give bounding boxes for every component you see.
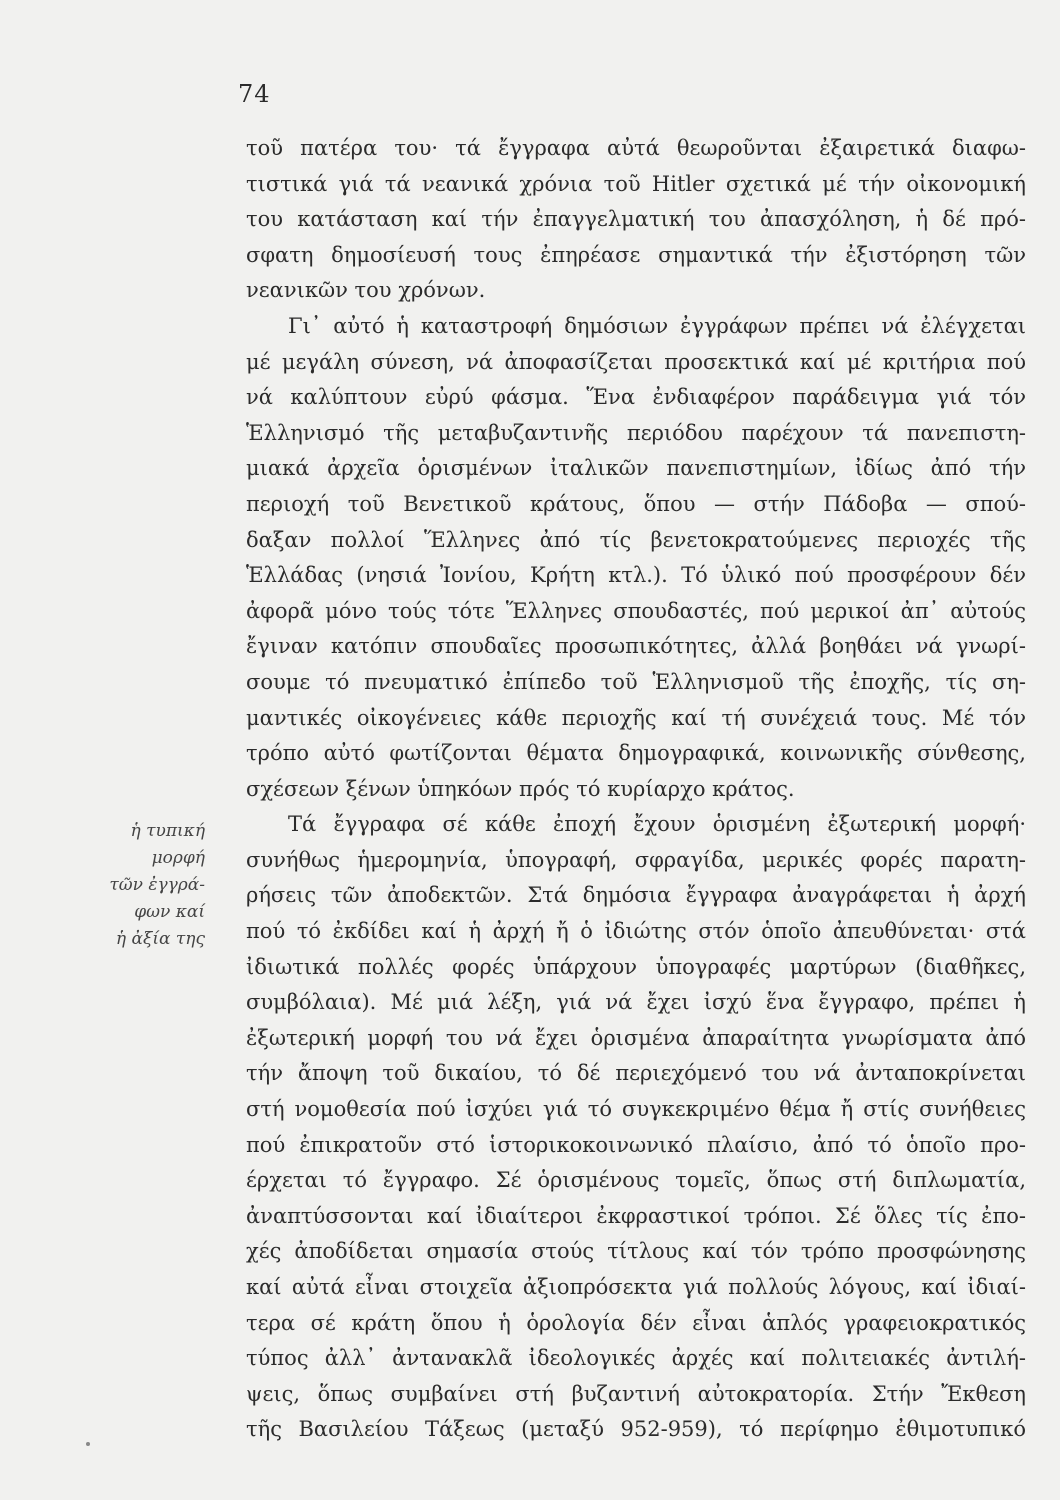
text-line: σχέσεων ξένων ὑπηκόων πρός τό κυρίαρχο κράτος.	[246, 776, 795, 801]
text-line: Ἑλληνισμό τῆς μεταβυζαντινῆς περιόδου παρέχουν τά πανεπιστη-	[246, 420, 1026, 445]
page-number: 74	[238, 80, 271, 108]
text-line: ψεις, ὅπως συμβαίνει στή βυζαντινή αὐτοκρατορία. Στήν Ἔκθεση	[246, 1381, 1026, 1406]
paper-speck	[86, 1442, 90, 1446]
text-line: περιοχή τοῦ Βενετικοῦ κράτους, ὅπου — στήν Πάδοβα — σπού-	[246, 491, 1026, 516]
margin-note-line: μορφή	[151, 848, 205, 868]
text-line: Ἑλλάδας (νησιά Ἰονίου, Κρήτη κτλ.). Τό ὑλικό πού προσφέρουν δέν	[246, 563, 1026, 588]
margin-note-line: τῶν ἐγγρά-	[109, 875, 205, 895]
margin-note-line: ἡ τυπική	[130, 821, 205, 841]
text-line: σουμε τό πνευματικό ἐπίπεδο τοῦ Ἑλληνισμοῦ τῆς ἐποχῆς, τίς ση-	[246, 669, 1026, 694]
text-line: τοῦ πατέρα του· τά ἔγγραφα αὐτά θεωροῦνται ἐξαιρετικά διαφω-	[246, 136, 1026, 160]
text-line: χές ἀποδίδεται σημασία στούς τίτλους καί τόν τρόπο προσφώνησης	[246, 1239, 1026, 1264]
text-line: τιστικά γιά τά νεανικά χρόνια τοῦ Hitler σχετικά μέ τήν οἰκονομική	[246, 171, 1026, 196]
text-line: συνήθως ἡμερομηνία, ὑπογραφή, σφραγίδα, μερικές φορές παρατη-	[246, 847, 1026, 872]
text-line: νά καλύπτουν εὐρύ φάσμα. Ἕνα ἐνδιαφέρον παράδειγμα γιά τόν	[246, 385, 1026, 410]
text-line: έρχεται τό ἔγγραφο. Σέ ὁρισμένους τομεῖς, ὅπως στή διπλωματία,	[246, 1168, 1026, 1193]
text-line: Τά ἔγγραφα σέ κάθε ἐποχή ἔχουν ὁρισμένη ἐξωτερική μορφή·	[288, 812, 1026, 837]
text-line: σφατη δημοσίευσή τους ἐπηρέασε σημαντικά τήν ἐξιστόρηση τῶν	[246, 242, 1026, 267]
body-text	[246, 131, 1026, 1448]
text-line: καί αὐτά εἶναι στοιχεῖα ἀξιοπρόσεκτα γιά πολλούς λόγους, καί ἰδιαί-	[246, 1275, 1026, 1299]
text-line: στή νομοθεσία πού ἰσχύει γιά τό συγκεκριμένο θέμα ἤ στίς συνήθειες	[246, 1097, 1026, 1122]
text-line: τύπος ἀλλ᾽ ἀντανακλᾶ ἰδεολογικές ἀρχές καί πολιτειακές ἀντιλή-	[246, 1346, 1026, 1371]
text-line: δαξαν πολλοί Ἕλληνες ἀπό τίς βενετοκρατούμενες περιοχές τῆς	[246, 527, 1026, 552]
text-line: τρόπο αὐτό φωτίζονται θέματα δημογραφικά, κοινωνικῆς σύνθεσης,	[246, 741, 1026, 766]
text-line: ἔγιναν κατόπιν σπουδαῖες προσωπικότητες, ἀλλά βοηθάει νά γνωρί-	[246, 634, 1026, 659]
text-line: Γι᾽ αὐτό ἡ καταστροφή δημόσιων ἐγγράφων πρέπει νά ἐλέγχεται	[288, 313, 1026, 338]
paragraph	[246, 309, 1026, 807]
text-line: μιακά ἀρχεῖα ὁρισμένων ἰταλικῶν πανεπιστημίων, ἰδίως ἀπό τήν	[246, 456, 1026, 481]
text-line: τερα σέ κράτη ὅπου ἡ ὁρολογία δέν εἶναι ἁπλός γραφειοκρατικός	[246, 1310, 1026, 1335]
text-line: ἀφορᾶ μόνο τούς τότε Ἕλληνες σπουδαστές, πού μερικοί ἀπ᾽ αὐτούς	[246, 598, 1026, 623]
margin-note-line: φων καί	[134, 902, 205, 922]
margin-note-line: ἡ ἀξία της	[115, 929, 205, 949]
text-line: του κατάσταση καί τήν ἐπαγγελματική του ἀπασχόληση, ἡ δέ πρό-	[246, 207, 1026, 232]
text-line: νεανικῶν του χρόνων.	[246, 278, 486, 303]
text-line: πού τό ἐκδίδει καί ἡ ἀρχή ἤ ὁ ἰδιώτης στόν ὁποῖο ἀπευθύνεται· στά	[246, 919, 1026, 944]
text-line: ἀναπτύσσονται καί ἰδιαίτεροι ἐκφραστικοί τρόποι. Σέ ὅλες τίς ἐπο-	[246, 1203, 1026, 1228]
paragraph	[246, 131, 1026, 309]
text-line: τῆς Βασιλείου Τάξεως (μεταξύ 952-959), τό περίφημο ἐθιμοτυπικό	[246, 1417, 1026, 1442]
text-line: τήν ἄποψη τοῦ δικαίου, τό δέ περιεχόμενό του νά ἀνταποκρίνεται	[246, 1061, 1026, 1086]
text-line: ἐξωτερική μορφή του νά ἔχει ὁρισμένα ἀπαραίτητα γνωρίσματα ἀπό	[246, 1025, 1026, 1050]
text-line: μαντικές οἰκογένειες κάθε περιοχῆς καί τή συνέχειά τους. Μέ τόν	[246, 705, 1026, 730]
text-line: συμβόλαια). Μέ μιά λέξη, γιά νά ἔχει ἰσχύ ἕνα ἔγγραφο, πρέπει ἡ	[246, 990, 1026, 1015]
margin-note	[60, 818, 205, 953]
text-line: ρήσεις τῶν ἀποδεκτῶν. Στά δημόσια ἔγγραφα ἀναγράφεται ἡ ἀρχή	[246, 883, 1026, 908]
text-line: ἰδιωτικά πολλές φορές ὑπάρχουν ὑπογραφές μαρτύρων (διαθῆκες,	[246, 954, 1026, 979]
text-line: μέ μεγάλη σύνεση, νά ἀποφασίζεται προσεκτικά καί μέ κριτήρια πού	[246, 349, 1026, 374]
paragraph	[246, 807, 1026, 1448]
text-line: πού ἐπικρατοῦν στό ἱστορικοκοινωνικό πλαίσιο, ἀπό τό ὁποῖο προ-	[246, 1132, 1026, 1157]
